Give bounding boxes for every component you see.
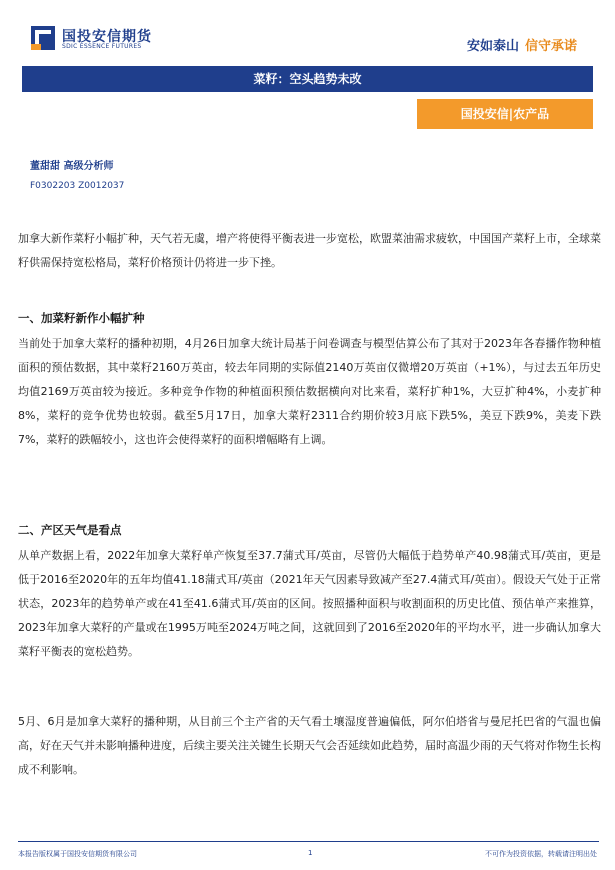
footer-divider [18,841,599,842]
page-number: 1 [308,849,313,857]
section-2-paragraph-2: 5月、6月是加拿大菜籽的播种期，从目前三个主产省的天气看土壤湿度普遍偏低，阿尔伯塔省与曼尼托巴省的气温也偏高，好在天气并未影响播种进度，后续主要关注关键生长期天气会否延续如此趋势，届时高温少雨的天气将对作物生长构成不利影响。 [18,715,601,776]
slogan-part-b: 信守承诺 [524,39,577,54]
department-badge: 国投安信|农产品 [417,99,593,129]
certificate-number: F0302203 Z0012037 [30,181,125,191]
section-1-heading: 一、加菜籽新作小幅扩种 [18,311,145,325]
section-2-heading: 二、产区天气是看点 [18,523,122,537]
section-2-paragraph-1: 从单产数据上看，2022年加拿大菜籽单产恢复至37.7蒲式耳/英亩，尽管仍大幅低于趋势单产40.98蒲式耳/英亩，更是低于2016至2020年的五年均值41.18蒲式耳/英亩（2021年天气因素导致减产至27.4蒲式耳/英亩）。假设天气处于正常状态，2023年的趋势单产或在41至41.6蒲式耳/英亩的区间。按照播种面积与收割面积的历史比值、预估单产来推算，2023年加拿大菜籽的产量或在1995万吨至2024万吨之间，这就回到了2016至2020年的平均水平，进一步确认加拿大菜籽平衡表的宽松趋势。 [18,549,601,658]
footer-copyright: 本报告版权属于国投安信期货有限公司 [18,850,137,858]
report-title: 菜籽：空头趋势未改 [22,66,593,92]
footer-disclaimer: 不可作为投资依据，转载请注明出处 [485,850,597,858]
slogan [467,35,577,54]
logo-name-en: SDIC ESSENCE FUTURES [62,43,142,50]
logo-name-cn: 国投安信期货 [62,29,152,45]
company-logo-icon [31,26,55,50]
author-name: 董甜甜 高级分析师 [30,161,114,172]
section-1-paragraph: 当前处于加拿大菜籽的播种初期，4月26日加拿大统计局基于问卷调查与模型估算公布了其对于2023年各春播作物种植面积的预估数据，其中菜籽2160万英亩，较去年同期的实际值2140万英亩仅微增20万英亩（+1%），与过去五年历史均值2169万英亩较为接近。多种竞争作物的种植面积预估数据横向对比来看，菜籽扩种1%，大豆扩种4%，小麦扩种8%，菜籽的竞争优势也较弱。截至5月17日，加拿大菜籽2311合约期价较3月底下跌5%，美豆下跌9%，美麦下跌7%，菜籽的跌幅较小，这也许会使得菜籽的面积增幅略有上调。 [18,337,601,446]
intro-paragraph: 加拿大新作菜籽小幅扩种，天气若无虞，增产将使得平衡表进一步宽松，欧盟菜油需求疲软，中国国产菜籽上市，全球菜籽供需保持宽松格局，菜籽价格预计仍将进一步下挫。 [18,232,601,269]
slogan-part-a: 安如泰山 [466,39,519,54]
